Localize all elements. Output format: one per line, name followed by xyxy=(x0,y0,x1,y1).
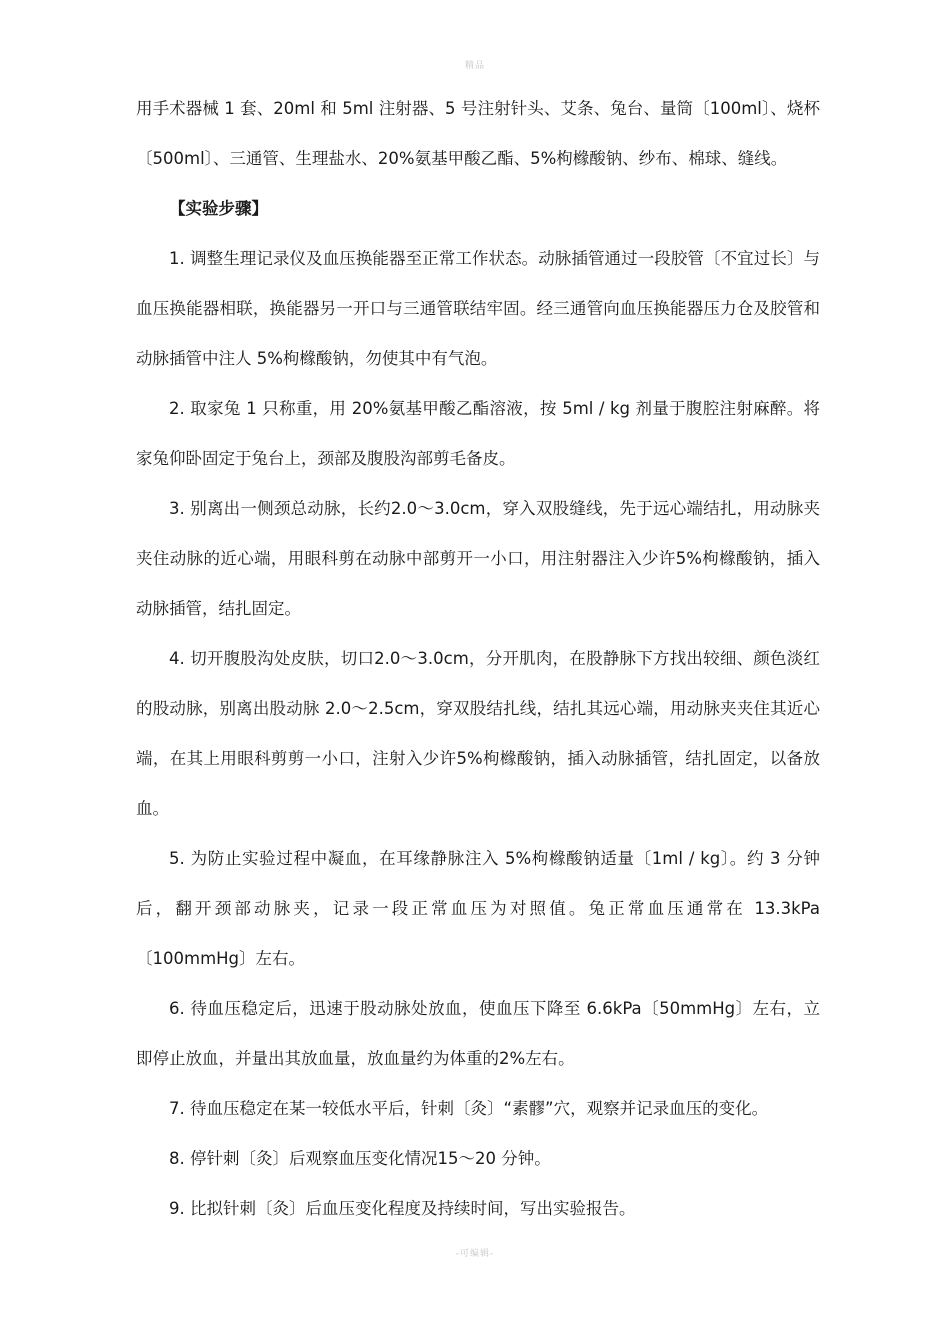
step-7: 7. 待血压稳定在某一较低水平后，针刺〔灸〕“素髎”穴，观察并记录血压的变化。 xyxy=(169,1099,769,1118)
section-heading: 【实验步骤】 xyxy=(169,199,268,218)
materials-paragraph: 用手术器械 1 套、20ml 和 5ml 注射器、5 号注射针头、艾条、兔台、量筒〔100ml〕、烧杯〔500ml〕、三通管、生理盐水、20%氨基甲酸乙酯、5%枸橼酸钠、纱布、棉球、缝线。 xyxy=(136,99,820,168)
step-2: 2. 取家兔 1 只称重，用 20%氨基甲酸乙酯溶液，按 5ml / kg 剂量于腹腔注射麻醉。将家兔仰卧固定于兔台上，颈部及腹股沟部剪毛备皮。 xyxy=(136,399,820,468)
step-3: 3. 别离出一侧颈总动脉，长约2.0～3.0cm，穿入双股缝线，先于远心端结扎，用动脉夹夹住动脉的近心端，用眼科剪在动脉中部剪开一小口，用注射器注入少许5%枸橼酸钠，插入动脉插管，结扎固定。 xyxy=(136,499,820,618)
step-4: 4. 切开腹股沟处皮肤，切口2.0～3.0cm，分开肌肉，在股静脉下方找出较细、颜色淡红的股动脉，别离出股动脉 2.0～2.5cm，穿双股结扎线，结扎其远心端，用动脉夹夹住其近心端，在其上用眼科剪剪一小口，注射入少许5%枸橼酸钠，插入动脉插管，结扎固定，以备放血。 xyxy=(136,649,820,818)
step-5: 5. 为防止实验过程中凝血，在耳缘静脉注入 5%枸橼酸钠适量〔1ml / kg〕。约 3 分钟后，翻开颈部动脉夹，记录一段正常血压为对照值。兔正常血压通常在 13.3kPa〔100mmHg〕左右。 xyxy=(136,849,820,968)
page-header: 精品 xyxy=(464,61,485,71)
step-1: 1. 调整生理记录仪及血压换能器至正常工作状态。动脉插管通过一段胶管〔不宜过长〕与血压换能器相联，换能器另一开口与三通管联结牢固。经三通管向血压换能器压力仓及胶管和动脉插管中注人 5%枸橼酸钠，勿使其中有气泡。 xyxy=(136,249,820,368)
step-9: 9. 比拟针刺〔灸〕后血压变化程度及持续时间，写出实验报告。 xyxy=(169,1199,636,1218)
document-body xyxy=(136,84,820,1234)
step-6: 6. 待血压稳定后，迅速于股动脉处放血，使血压下降至 6.6kPa〔50mmHg〕左右，立即停止放血，并量出其放血量，放血量约为体重的2%左右。 xyxy=(136,999,820,1068)
step-8: 8. 停针刺〔灸〕后观察血压变化情况15～20 分钟。 xyxy=(169,1149,551,1168)
page-footer: -可编辑- xyxy=(455,1249,495,1259)
